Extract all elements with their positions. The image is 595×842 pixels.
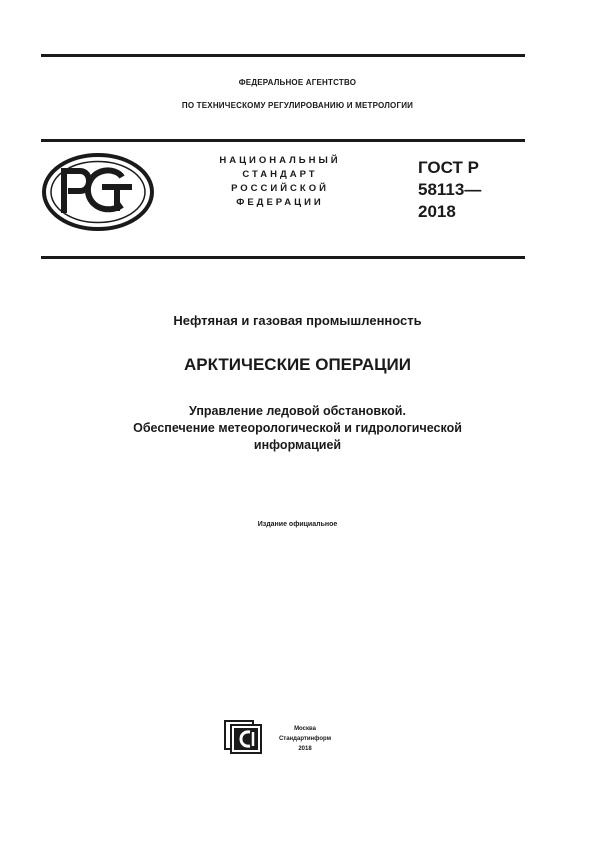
- document-title: АРКТИЧЕСКИЕ ОПЕРАЦИИ: [184, 355, 411, 374]
- designation-line: 58113—: [418, 180, 482, 199]
- standard-type-line: СТАНДАРТ: [242, 169, 318, 180]
- subtitle-line: Управление ледовой обстановкой.: [189, 404, 406, 418]
- industry-topic: Нефтяная и газовая промышленность: [173, 313, 422, 328]
- standard-type-line: ФЕДЕРАЦИИ: [236, 197, 324, 208]
- standard-type-line: НАЦИОНАЛЬНЫЙ: [219, 155, 341, 166]
- subtitle-line: информацией: [253, 438, 342, 452]
- edition-note: Издание официальное: [257, 521, 338, 528]
- agency-name-line-1: ФЕДЕРАЛЬНОЕ АГЕНТСТВО: [238, 78, 357, 87]
- standard-type-block: [205, 154, 355, 210]
- document-subtitle: [0, 403, 595, 454]
- imprint-publisher: Стандартинформ: [278, 736, 332, 742]
- imprint-year: 2018: [298, 746, 312, 752]
- header-bottom-rule: [41, 256, 525, 259]
- subtitle-line: Обеспечение метеорологической и гидрологической: [133, 421, 462, 435]
- imprint: [270, 724, 340, 754]
- publisher-logo-icon: [224, 720, 262, 754]
- top-rule: [41, 54, 525, 57]
- designation-line: ГОСТ Р: [418, 158, 479, 177]
- rst-logo-icon: [42, 153, 154, 231]
- imprint-city: Москва: [294, 726, 316, 732]
- agency-name-line-2: ПО ТЕХНИЧЕСКОМУ РЕГУЛИРОВАНИЮ И МЕТРОЛОГИИ: [181, 101, 414, 110]
- designation-line: 2018: [418, 202, 456, 221]
- header-rule: [41, 139, 525, 142]
- standard-type-line: РОССИЙСКОЙ: [231, 183, 329, 194]
- standard-designation: [418, 157, 528, 223]
